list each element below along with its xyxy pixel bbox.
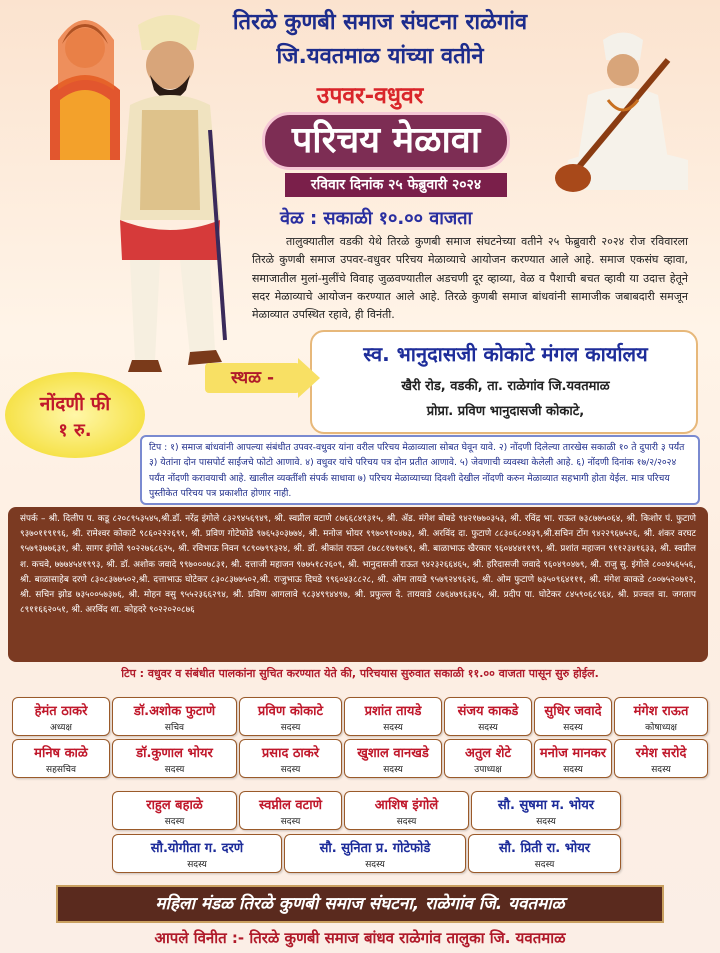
member-name: मनोज मानकर (539, 746, 607, 761)
member-role: सदस्य (534, 860, 555, 870)
venue-arrow-icon (298, 358, 320, 398)
committee-card (239, 791, 342, 830)
member-role: सदस्य (164, 765, 185, 775)
member-role: सदस्य (280, 817, 301, 827)
member-role: सचिव (164, 723, 185, 733)
event-date: रविवार दिनांक २५ फेब्रुवारी २०२४ (285, 173, 507, 197)
fee-label: नोंदणी फी (39, 393, 111, 415)
member-role: सदस्य (383, 723, 403, 733)
member-name: राहुल बहाळे (146, 798, 203, 813)
member-role: अध्यक्ष (50, 723, 72, 733)
member-name: प्रविण कोकाटे (257, 704, 324, 719)
member-role: सदस्य (563, 765, 583, 775)
venue-label: स्थळ - (205, 363, 300, 393)
member-role: सदस्य (383, 765, 403, 775)
member-role: सहसचिव (46, 765, 76, 775)
member-name: प्रसाद ठाकरे (261, 746, 320, 761)
member-name: सौ. सुषमा म. भोयर (497, 798, 595, 813)
member-name: आशिष इंगोले (374, 798, 439, 813)
member-name: खुशाल वानखडे (357, 746, 429, 761)
member-role: सदस्य (651, 765, 671, 775)
member-role: सदस्य (536, 817, 556, 827)
committee-card (344, 791, 469, 830)
member-role: सदस्य (563, 723, 583, 733)
committee-card (444, 697, 532, 736)
committee-card (444, 739, 532, 778)
start-time-notice: टिप : वधुवर व संबंधीत पालकांना सुचित करण्यात येते की, परिचयास सुरुवात सकाळी ११.०० वाजता पासून सुरु होईल. (121, 667, 599, 680)
committee-card (112, 791, 237, 830)
instructions-note: टिप : १) समाज बांधवांनी आपल्या संबंधीत उपवर-वधुवर यांना वरील परिचय मेळाव्याला सोबत घेवून यावे. २) नोंदणी दिलेल्या तारखेस सकाळी १० ते दुपारी ३ पर्यंत ३) येतांना दोन पासपोर्ट साईजचे फोटो आणावे. ४) वधुवर यांचे परिचय पत्र दोन प्रतीत आणावे. ५) जेवणाची व्यवस्था केलेली आहे. ६) नोंदणी दिनांक १७/२/२०२४ पर्यंत नोंदणी करावयाची आहे. खालील व्यक्तींशी संपर्क साधावा ७) परिचय मेळाव्याच्या दिवशी देखील नोंदणी करुन मेळाव्यात सहभागी होता येईल. मात्र परिचय पुस्तीकेत परिचय पत्र प्रकाशीत होणार नाही. (140, 435, 700, 505)
mahila-mandal-banner: महिला मंडळ तिरळे कुणबी समाज संघटना, राळेगांव जि. यवतमाळ (56, 885, 664, 923)
member-role: सदस्य (280, 723, 301, 733)
contacts-list: संपर्क – श्री. दिलीप प. कडू ८२०८९५३५४५,श्री.डॉ. नरेंद्र इंगोले ८३२९४५६९४९, श्री. स्वप्नील वटाणे ८७६६८४१३१५, श्री. ॲड. मंगेश बोबडे ९४२१७७०३५३, श्री. रविंद्र भा. राऊत ७३८७७५०६४, श्री. किशोर पं. फुटाणे ९३७०११९१९६, श्री. रामेश्वर कोकाटे ९८६०२२२६९१, श्री. प्रविण गोटेफोडे ९७६५३०३७७४, श्री. मनोज भोयर ९९७०९१०४७३, श्री. अरविंद दा. फुटाणे ८८३०६८०४३९,श्री.सचिन टोंग ९४२२९६७५२६, श्री. शंकर वरघट ९५७९३७७६३१, श्री. सागर इंगोले ९०२२७६८६२५, श्री. रविभाऊ निवन ९८९०७९९३२४, श्री. डॉ. श्रीकांत राऊत ८७८८१७१७६९, श्री. बाळाभाऊ खैरकार ९६०४४४११९९, श्री. प्रशांत महाजन ९११२३४१६३३, श्री. स्वप्नील श. कचवे, ७७७४५४१९९३, श्री. डॉ. अशोक जवादे ९९७०००७८३१, श्री. दत्ताजी महाजन ९७७५१८२६०९, श्री. भानुदासजी राऊत ९४२३२६६४६५, श्री. हरिदासजी जवादे ९६०४९०४७९, श्री. राजु सु. इंगोले ८००४५६५५६, श्री. बाळासाहेब दरणे ८३०८३७७५०२,श्री. दत्ताभाऊ घोटेकर ८३०८३७७५०२,श्री. राजुभाऊ दिघडे ९९६०४३८८२८, श्री. ओम तायडे ९५७९२४९६२६, श्री. ओम फुटाणे ७३५०९६४१११, श्री. मंगेश काकडे ८००७५२०७१२, श्री. सचिन झोड ७३५००५७३७६, श्री. मोहन वसु ९५५२३६६२९४, श्री. प्रविण आगलावे ९८३४९९४४९७, श्री. प्रफुल्ल दे. तायवाडे ८७६४७९६३६५, श्री. प्रदीप पा. घोटेकर ८४५९०६८९६४, श्री. प्रज्वल वा. जगताप ८९११६६२०५१, श्री. अरविंद शा. कोहदरे ९०२२०२०८७६ (8, 507, 708, 662)
member-name: मंगेश राऊत (633, 704, 689, 719)
venue-proprietor: प्रोप्रा. प्रविण भानुदासजी कोकाटे, (426, 404, 585, 419)
committee-card (112, 834, 282, 873)
member-role: सदस्य (365, 860, 385, 870)
member-role: सदस्य (164, 817, 185, 827)
member-role: सदस्य (396, 817, 417, 827)
committee-card (112, 739, 237, 778)
member-role: सदस्य (187, 860, 207, 870)
member-name: डॉ.अशोक फुटाणे (133, 704, 216, 719)
member-name: हेमंत ठाकरे (34, 704, 88, 719)
registration-fee-badge (5, 372, 145, 458)
venue-address: खैरी रोड, वडकी, ता. राळेगांव जि.यवतमाळ (401, 379, 610, 394)
member-role: उपाध्यक्ष (474, 765, 502, 775)
member-name: अतुल शेटे (464, 746, 512, 761)
member-name: मनिष काळे (34, 746, 88, 761)
organization-district: जि.यवतमाळ यांच्या वतीने (276, 44, 484, 69)
committee-card (614, 697, 708, 736)
committee-card (284, 834, 466, 873)
committee-card (239, 697, 342, 736)
organization-name: तिरळे कुणबी समाज संघटना राळेगांव (232, 10, 528, 35)
venue-name: स्व. भानुदासजी कोकाटे मंगल कार्यालय (363, 342, 648, 366)
member-role: सदस्य (478, 723, 498, 733)
committee-card (534, 739, 612, 778)
event-title: परिचय मेळावा (262, 112, 510, 170)
committee-card (344, 697, 442, 736)
committee-card (344, 739, 442, 778)
member-name: सौ.योगीता ग. दरणे (150, 841, 244, 856)
member-name: सौ. प्रिती रा. भोयर (498, 841, 591, 856)
member-name: सुधिर जवादे (544, 704, 602, 719)
committee-card (112, 697, 237, 736)
member-name: रमेश सरोदे (635, 746, 687, 761)
intro-paragraph: तालुक्यातील वडकी येथे तिरळे कुणबी समाज संघटनेच्या वतीने २५ फेब्रुवारी २०२४ रोज रविवारला तिरळे कुणबी समाज उपवर-वधुवर परिचय मेळाव्याचे आयोजन करण्यात आले आहे. समाज एकसंघ व्हावा, समाजातील मुलां-मुलींचे विवाह जुळवण्यातील अडचणी दूर व्हाव्या, वेळ व पैशाची बचत व्हावी या उदात्त हेतूने सदर मेळाव्याचे आयोजन करण्यात आले आहे. तिरळे कुणबी समाज बांधवांनी सामाजीक जबाबदारी समजून मेळाव्यात उपस्थित रहावे, ही विनंती. (252, 235, 688, 322)
member-role: सदस्य (280, 765, 301, 775)
committee-card (468, 834, 621, 873)
member-name: स्वप्नील वटाणे (259, 798, 322, 813)
committee-card (534, 697, 612, 736)
committee-card (239, 739, 342, 778)
fee-value: १ रु. (58, 420, 92, 441)
member-name: प्रशांत तायडे (364, 704, 422, 719)
member-name: सौ. सुनिता प्र. गोटेफोडे (319, 841, 431, 856)
member-name: संजय काकडे (457, 704, 519, 719)
committee-card (471, 791, 621, 830)
member-role: कोषाध्यक्ष (645, 723, 677, 733)
closing-line: आपले विनीत :- तिरळे कुणबी समाज बांधव राळेगांव तालुका जि. यवतमाळ (154, 929, 566, 947)
committee-card (614, 739, 708, 778)
event-subtitle: उपवर-वधुवर (316, 83, 424, 109)
committee-card (12, 697, 110, 736)
member-name: डॉ.कुणाल भोयर (136, 746, 213, 761)
event-time: वेळ : सकाळी १०.०० वाजता (280, 208, 473, 229)
committee-card (12, 739, 110, 778)
